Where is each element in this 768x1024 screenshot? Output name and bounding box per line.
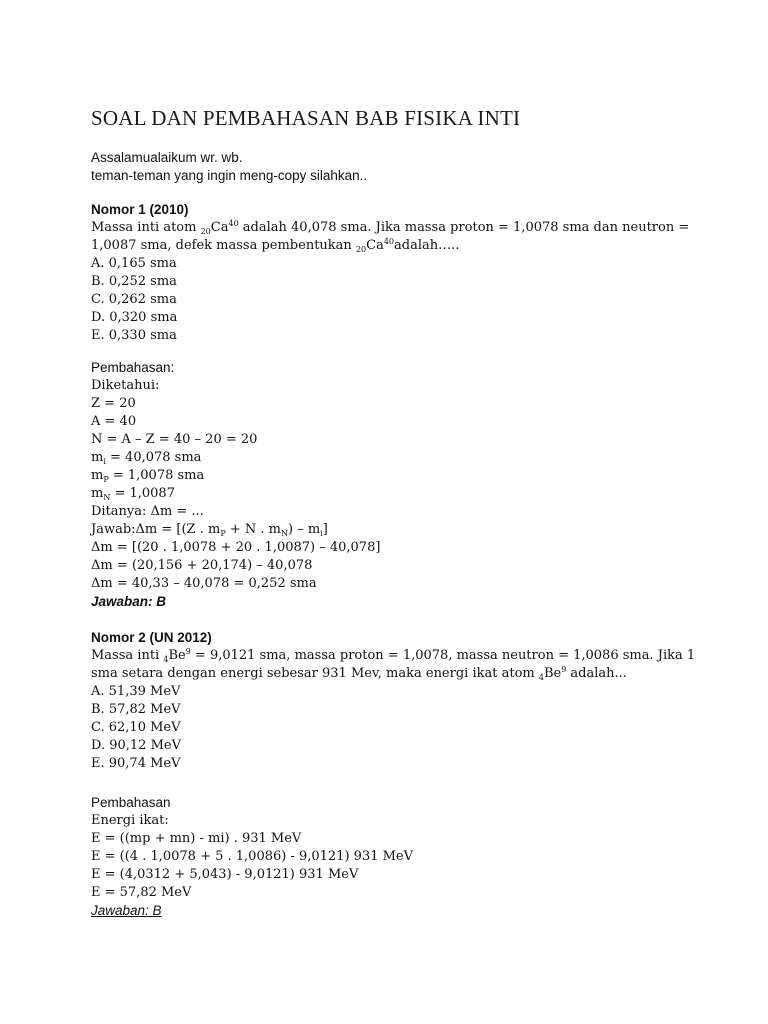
q1-option-b: B. 0,252 sma [91,274,177,289]
p2-step4: E = 57,82 MeV [91,885,192,900]
p1-known: Diketahui: [91,378,160,393]
p2-label: Energi ikat: [91,813,169,828]
p1-mn: $m_N = 1,0087$ [91,486,175,502]
copy-note: teman-teman yang ingin meng-copy silahkan.. [91,168,368,183]
p2-step1: E = ((mp + mn) - mi) . 931 MeV [91,831,302,846]
p1-heading: Pembahasan: [91,360,175,375]
q2-option-d: D. 90,12 MeV [91,738,181,753]
q2-option-e: E. 90,74 MeV [91,756,181,771]
q1-option-d: D. 0,320 sma [91,310,178,325]
p1-step1: Δm = [(20 . 1,0078 + 20 . 1,0087) – 40,078] [91,540,381,555]
q1-text-line1: Massa inti atom $_{20}Ca^{40}$ adalah 40,078 sma. Jika massa proton = 1,0078 sma dan neutron = [91,219,690,236]
q1-option-a: A. 0,165 sma [91,256,177,271]
p1-asked: Ditanya: Δm = ... [91,504,204,519]
q2-text-line2: sma setara dengan energi sebesar 931 Mev, maka energi ikat atom $_4Be^9$ adalah... [91,665,627,682]
p2-step3: E = (4,0312 + 5,043) - 9,0121) 931 MeV [91,867,359,882]
q2-heading: Nomor 2 (UN 2012) [91,630,212,645]
p1-answer: Jawaban: B [91,594,167,609]
p1-z: Z = 20 [91,396,136,411]
p1-step3: Δm = 40,33 – 40,078 = 0,252 sma [91,576,317,591]
p1-mi: $m_i = 40,078$ sma [91,450,202,466]
q1-option-c: C. 0,262 sma [91,292,177,307]
greeting: Assalamualaikum wr. wb. [91,150,243,165]
p2-heading: Pembahasan [91,795,171,810]
p1-n: N = A – Z = 40 – 20 = 20 [91,432,258,447]
p1-step2: Δm = (20,156 + 20,174) – 40,078 [91,558,313,573]
q2-option-a: A. 51,39 MeV [91,684,181,699]
p2-answer: Jawaban: B [91,903,162,918]
q1-heading: Nomor 1 (2010) [91,202,189,217]
q1-text-line2: 1,0087 sma, defek massa pembentukan $_{20}Ca^{40}adalah\dots$.. [91,237,460,254]
q2-option-c: C. 62,10 MeV [91,720,181,735]
q1-option-e: E. 0,330 sma [91,328,177,343]
p1-a: A = 40 [91,414,137,429]
q2-option-b: B. 57,82 MeV [91,702,181,717]
page-title: SOAL DAN PEMBAHASAN BAB FISIKA INTI [91,106,521,130]
p1-mp: $m_P = 1,0078$ sma [91,468,205,484]
p2-step2: E = ((4 . 1,0078 + 5 . 1,0086) - 9,0121) 931 MeV [91,849,414,864]
q2-text-line1: Massa inti $_4Be^9 = 9,0121$ sma, massa proton = 1,0078, massa neutron = 1,0086 sma. Jika 1 [91,647,696,664]
p1-jawab: Jawab:Δm = [(Z . $m_P + N$ . $m_N) - m_i$] [91,522,328,538]
